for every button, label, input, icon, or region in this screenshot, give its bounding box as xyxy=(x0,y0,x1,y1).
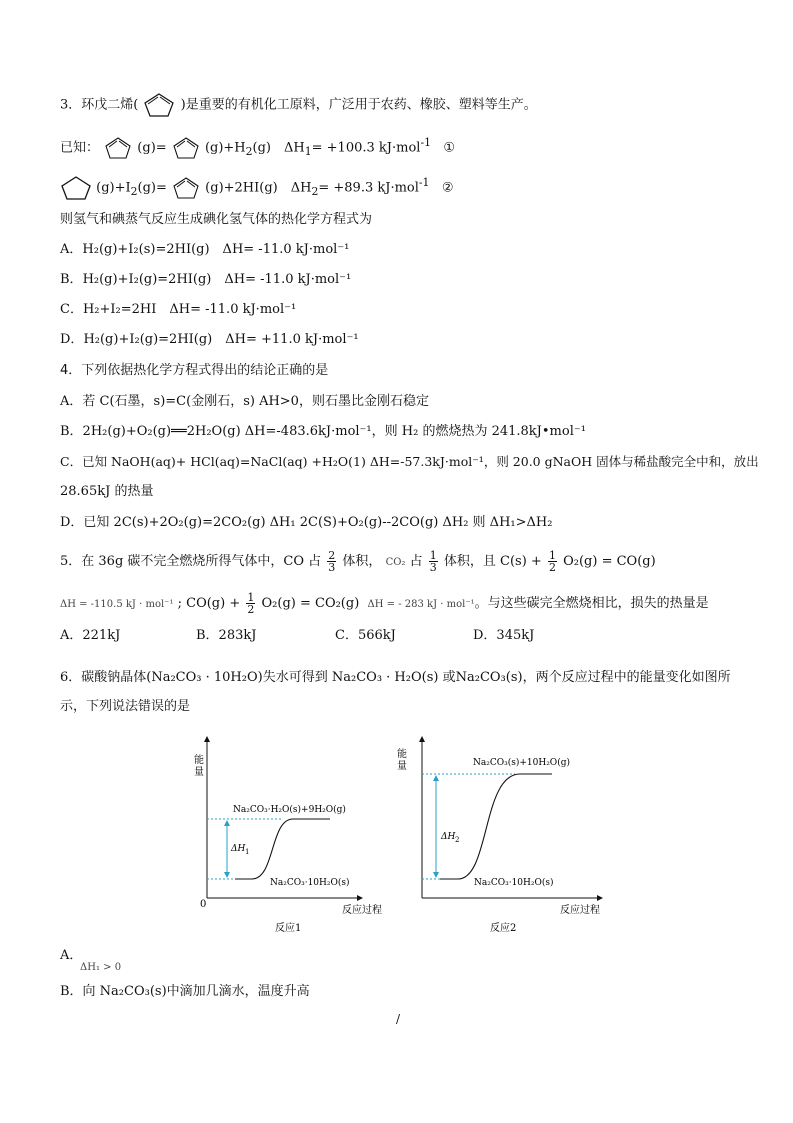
q5-frac1-num: 2 xyxy=(328,549,336,562)
q3-eq1-a: (g)= xyxy=(137,140,167,156)
q4-stem: 4．下列依据热化学方程式得出的结论正确的是 xyxy=(60,363,329,378)
q3-eq2-sup: -1 xyxy=(418,176,430,189)
reaction1-y-label-2: 量 xyxy=(194,767,204,778)
q5-frac2-den: 3 xyxy=(429,561,437,574)
q3-option-a xyxy=(60,240,349,260)
q3-option-c-text: H₂+I₂=2HI ΔH= -11.0 kJ·mol⁻¹ xyxy=(82,302,297,317)
q3-option-a-text: H₂(g)+I₂(s)=2HI(g) ΔH= -11.0 kJ·mol⁻¹ xyxy=(82,242,350,257)
q3-eq1-mark: ① xyxy=(443,140,456,156)
q5-option-c: C．566kJ xyxy=(335,628,396,643)
q3-option-c-label: C． xyxy=(60,302,83,317)
q4-option-b: B．2H₂(g)+O₂(g)══2H₂O(g) ΔH=-483.6kJ·mol⁻¹，则 H₂ 的燃烧热为 241.8kJ•mol⁻¹ xyxy=(60,424,586,439)
q3-eq1-sup: -1 xyxy=(420,136,431,149)
reaction1-origin: 0 xyxy=(200,899,207,910)
q5-dh1: ΔH = -110.5 kJ · mol⁻¹ xyxy=(60,599,174,610)
q5-half-den: 2 xyxy=(548,561,556,574)
q3-option-b xyxy=(60,270,351,290)
reaction2-y-label-1: 能 xyxy=(397,749,407,760)
q5-stem-c: 占 xyxy=(409,554,423,569)
q3-eq2-sub: 2 xyxy=(130,184,138,198)
q5-co2: CO₂ xyxy=(385,557,406,568)
q3-eq2-mark: ② xyxy=(441,180,454,196)
q3-eq1-b: (g)+H xyxy=(204,140,246,156)
q3-eq1 xyxy=(60,133,455,162)
q5-stem-b: 体积， xyxy=(342,554,382,569)
reaction1-dh: ΔH xyxy=(231,844,246,854)
reaction2-dh: ΔH xyxy=(441,832,456,842)
q5-eq1-b: O₂(g) = CO(g) xyxy=(563,554,656,569)
q3-option-b-text: H₂(g)+I₂(g)=2HI(g) ΔH= -11.0 kJ·mol⁻¹ xyxy=(82,272,352,287)
q6-formula1: Na₂CO₃ · 10H₂O xyxy=(151,670,258,685)
q3-stem xyxy=(60,92,537,118)
reaction2-caption: 反应2 xyxy=(490,923,517,934)
q6-stem-a: 6．碳酸钠晶体( xyxy=(60,670,152,685)
q5-fraction-two-thirds xyxy=(327,550,336,573)
cyclopentadiene-icon xyxy=(103,136,133,160)
q5-stem-a: 5．在 36g 碳不完全燃烧所得气体中，CO 占 xyxy=(60,554,322,569)
q5-eq1-a: C(s) + xyxy=(500,554,542,569)
reaction2-top-label: Na₂CO₃(s)+10H₂O(g) xyxy=(473,758,570,768)
q3-eq2-a: (g)+I xyxy=(96,180,131,196)
cyclopentadiene-icon xyxy=(171,136,201,160)
q5-fraction-one-third xyxy=(429,550,438,573)
q5-dh2: ΔH = - 283 kJ · mol⁻¹ xyxy=(367,599,475,610)
cyclopentadiene-icon xyxy=(171,176,201,200)
q6-stem-line2: 示，下列说法错误的是 xyxy=(60,699,191,714)
q5-tail: 。与这些碳完全燃烧相比，损失的热量是 xyxy=(474,596,709,611)
q3-option-d-text: H₂(g)+I₂(g)=2HI(g) ΔH= +11.0 kJ·mol⁻¹ xyxy=(83,332,359,347)
q3-option-b-label: B． xyxy=(60,272,83,287)
q5-half-num: 1 xyxy=(548,549,556,562)
reaction1-top-label: Na₂CO₃·H₂O(s)+9H₂O(g) xyxy=(233,805,346,815)
q3-option-d xyxy=(60,330,359,350)
q5-stem-line2 xyxy=(60,590,709,619)
q3-known-label: 已知： xyxy=(60,140,100,156)
q3-option-a-label: A． xyxy=(60,242,83,257)
q5-half2-den: 2 xyxy=(247,603,255,616)
q3-eq1-hsub: 1 xyxy=(304,144,312,158)
q6-option-a-label: A． xyxy=(60,948,83,963)
reaction1-x-label: 反应过程 xyxy=(342,905,382,916)
reaction2-y-label-2: 量 xyxy=(397,761,407,772)
q5-option-a: A．221kJ xyxy=(60,628,121,643)
q6-option-a-formula: ΔH₁ > 0 xyxy=(80,962,122,973)
reaction2-x-label: 反应过程 xyxy=(560,905,600,916)
q4-option-a: A．若 C(石墨，s)=C(金刚石，s) AH>0，则石墨比金刚石稳定 xyxy=(60,394,429,409)
reaction1-caption: 反应1 xyxy=(275,923,302,934)
reaction1-bottom-label: Na₂CO₃·10H₂O(s) xyxy=(270,878,350,888)
q3-option-d-label: D． xyxy=(60,332,84,347)
q5-half2-num: 1 xyxy=(247,591,255,604)
reaction1-dh-sub: 1 xyxy=(245,848,250,856)
q3-eq2 xyxy=(60,173,454,202)
q4-option-d: D．已知 2C(s)+2O₂(g)=2CO₂(g) ΔH₁ 2C(S)+O₂(g)--2CO(g) ΔH₂ 则 ΔH₁>ΔH₂ xyxy=(60,515,553,530)
q5-option-b: B．283kJ xyxy=(196,628,257,643)
q3-eq2-hsub: 2 xyxy=(311,184,319,198)
reaction2-panel xyxy=(397,739,600,934)
reaction1-y-label-1: 能 xyxy=(194,755,204,766)
q5-frac2-num: 1 xyxy=(429,549,437,562)
q3-stem-b: )是重要的有机化工原料，广泛用于农药、橡胶、塑料等生产。 xyxy=(180,97,537,113)
q5-stem-line1 xyxy=(60,548,656,577)
q3-question: 则氢气和碘蒸气反应生成碘化氢气体的热化学方程式为 xyxy=(60,212,373,227)
q5-eq2-b: O₂(g) = CO₂(g) xyxy=(261,596,360,611)
reaction2-dh-sub: 2 xyxy=(455,836,460,844)
q5-frac1-den: 3 xyxy=(328,561,336,574)
q5-fraction-half xyxy=(548,550,557,573)
cyclopentene-icon xyxy=(60,175,92,201)
energy-diagram xyxy=(190,733,610,938)
q3-eq1-sub: 2 xyxy=(245,144,253,158)
q6-stem-d: ，两个反应过程中的能量变化如图所 xyxy=(522,670,731,685)
q5-option-d: D．345kJ xyxy=(473,628,535,643)
q3-option-c xyxy=(60,300,296,320)
q3-eq2-b: (g)= xyxy=(137,180,167,196)
q3-eq2-c: (g)+2HI(g) ΔH xyxy=(205,180,312,196)
q6-formula2: Na₂CO₃ · H₂O(s) xyxy=(331,670,439,685)
reaction2-curve xyxy=(440,774,552,879)
q3-eq2-d: = +89.3 kJ·mol xyxy=(318,180,419,196)
page-number: / xyxy=(396,1012,401,1026)
q4-option-c-cont: 28.65kJ 的热量 xyxy=(60,484,154,499)
q5-stem-d: 体积，且 xyxy=(443,554,496,569)
q4-option-c: C．已知 NaOH(aq)+ HCl(aq)=NaCl(aq) +H₂O(1) ΔH=-57.3kJ·mol⁻¹，则 20.0 gNaOH 固体与稀盐酸完全中和，放出 xyxy=(60,454,759,469)
q5-fraction-half-2 xyxy=(246,592,255,615)
q6-stem-b: )失水可得到 xyxy=(257,670,328,685)
cyclopentadiene-icon xyxy=(142,92,176,118)
q5-eq2-a: ; CO(g) + xyxy=(177,596,241,611)
q6-stem-c: 或 xyxy=(442,670,456,685)
q3-eq1-c: (g) ΔH xyxy=(252,140,305,156)
q6-option-b: B．向 Na₂CO₃(s)中滴加几滴水，温度升高 xyxy=(60,984,310,999)
reaction1-panel xyxy=(194,739,382,934)
reaction2-bottom-label: Na₂CO₃·10H₂O(s) xyxy=(474,878,554,888)
q6-formula3: Na₂CO₃(s) xyxy=(455,670,523,685)
q3-eq1-d: = +100.3 kJ·mol xyxy=(311,140,421,156)
q3-stem-a: 3．环戊二烯( xyxy=(60,97,139,113)
q6-stem-line1 xyxy=(60,665,731,691)
q5-options xyxy=(60,626,534,646)
